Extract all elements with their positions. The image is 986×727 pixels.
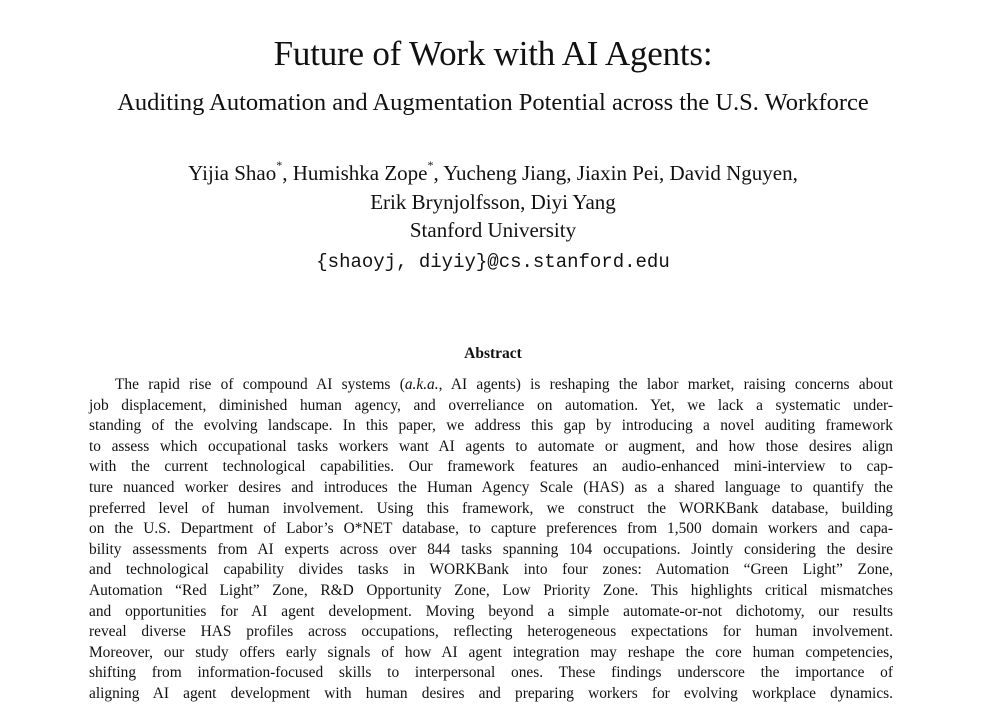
abstract-line: with the current technological capabilities. Our framework features an audio-enhanced mini-interview to cap- [89,458,893,476]
author-name: Yucheng Jiang [443,161,567,185]
author-separator: , [659,161,670,185]
abstract-line: job displacement, diminished human agency, and overreliance on automation. Yet, we lack a systematic under- [89,396,893,414]
author-separator: , [433,161,444,185]
paper-subtitle: Auditing Automation and Augmentation Potential across the U.S. Workforce [117,89,869,116]
author-line-1 [0,159,986,188]
paper-title: Future of Work with AI Agents: [273,34,713,73]
abstract-line: bility assessments from AI experts across over 844 tasks spanning 104 occupations. Jointly considering the desire [89,540,893,558]
author-list [0,159,986,216]
abstract-line: Moreover, our study offers early signals of how AI agent integration may reshape the core human competencies, [89,643,893,661]
abstract-line: aligning AI agent development with human desires and preparing workers for evolving workplace dynamics. [89,684,893,702]
abstract-body [89,375,893,705]
abstract-line: to assess which occupational tasks workers want AI agents to automate or augment, and how those desires align [89,437,893,455]
abstract-line: standing of the evolving landscape. In this paper, we address this gap by introducing a novel auditing framework [89,417,893,435]
affiliation: Stanford University [409,218,577,242]
author-line-2: Erik Brynjolfsson, Diyi Yang [370,189,616,214]
author-name: Yijia Shao [188,161,277,185]
author-name: Jiaxin Pei [576,161,660,185]
contact-email: {shaoyj, diyiy}@cs.stanford.edu [316,251,670,273]
author-separator: , [792,161,798,185]
author-name: David Nguyen [669,161,793,185]
abstract-line: and technological capability divides tasks in WORKBank into four zones: Automation “Green Light” Zone, [89,561,893,579]
abstract-line: on the U.S. Department of Labor’s O*NET database, to capture preferences from 1,500 domain workers and capa- [89,520,893,538]
abstract-heading: Abstract [464,345,522,362]
author-separator: , [566,161,577,185]
abstract-line: reveal diverse HAS profiles across occupations, reflecting heterogeneous expectations for human involvement. [89,623,893,641]
equal-contribution-mark: * [427,158,434,172]
equal-contribution-mark: * [276,158,283,172]
abstract-line: ture nuanced worker desires and introduces the Human Agency Scale (HAS) as a shared language to quantify the [89,478,893,496]
author-separator: , [282,161,293,185]
abstract-line: preferred level of human involvement. Using this framework, we construct the WORKBank database, building [89,499,893,517]
author-name: Humishka Zope [292,161,428,185]
abbreviation-aka: a.k.a. [404,376,439,393]
abstract-line: and opportunities for AI agent development. Moving beyond a simple automate-or-not dichotomy, our results [89,602,893,620]
abstract-line: The rapid rise of compound AI systems (a.k.a., AI agents) is reshaping the labor market, raising concerns about [115,376,893,393]
abstract-line: Automation “Red Light” Zone, R&D Opportunity Zone, Low Priority Zone. This highlights critical mismatches [89,581,893,599]
abstract-line: shifting from information-focused skills to interpersonal ones. These findings underscore the importance of [89,664,893,682]
